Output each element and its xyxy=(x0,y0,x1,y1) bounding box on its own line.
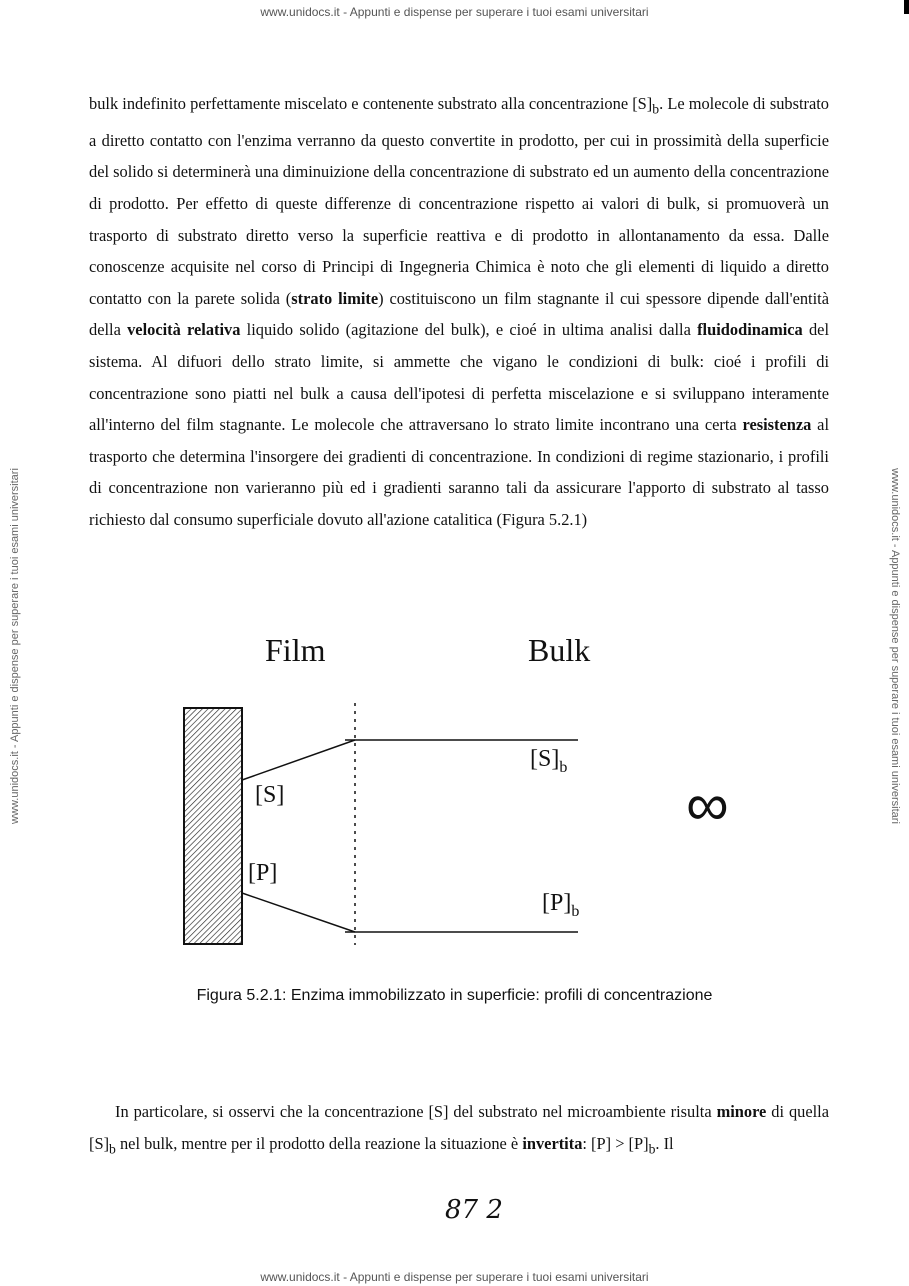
product-label: [P] xyxy=(248,860,278,886)
corner-mark xyxy=(904,0,909,14)
text-span: al trasporto che determina l'insorgere dei gradienti di concentrazione. In condizioni di regime stazionario, i profili di concentrazione non varieranno più ed i gradienti saranno tali da assicurare l'apporto di substrato al tasso richiesto dal consumo superficiale dovuto all'azione catalitica (Figura 5.2.1) xyxy=(89,415,830,529)
paragraph-conclusion xyxy=(89,1096,829,1164)
subscript: b xyxy=(652,101,660,117)
substrate-label: [S] xyxy=(255,782,285,808)
product-bulk-label xyxy=(542,890,579,921)
label-subscript: b xyxy=(571,902,580,920)
watermark-top: www.unidocs.it - Appunti e dispense per superare i tuoi esami universitari xyxy=(260,5,649,19)
page-number: 87 2 xyxy=(445,1195,503,1225)
bold-term: minore xyxy=(716,1102,767,1121)
text-span: di quella [S] xyxy=(89,1102,829,1153)
bold-term: fluidodinamica xyxy=(697,320,803,340)
label-main: [P] xyxy=(542,890,572,916)
subscript: b xyxy=(109,1140,116,1156)
text-span: . Il xyxy=(655,1133,674,1153)
text-span: liquido solido (agitazione del bulk), e cioé in ultima analisi dalla xyxy=(240,320,698,340)
text-span: ) costituiscono un film stagnante il cui spessore dipende dall'entità della xyxy=(89,288,829,340)
figure-caption: Figura 5.2.1: Enzima immobilizzato in superficie: profili di concentrazione xyxy=(196,987,713,1004)
watermark-right: www.unidocs.it - Appunti e dispense per superare i tuoi esami universitari xyxy=(889,468,901,824)
film-label: Film xyxy=(265,632,326,668)
text-span: . Le molecole di substrato a diretto contatto con l'enzima verranno da questo convertite in prodotto, per cui in prossimità della superficie del solido si determinerà una diminuizione della concentrazione di substrato ed un aumento della concentrazione di prodotto. Per effetto di queste differenze di concentrazione rispetto ai valori di bulk, si promuoverà un trasporto di substrato diretto verso la superficie reattiva e di prodotto in allontanamento da essa. Dalle conoscenze acquisite nel corso di Principi di Ingegneria Chimica è noto che gli elementi di liquido a diretto contatto con la parete solida ( xyxy=(89,94,829,308)
product-film-profile xyxy=(242,893,355,932)
bold-term: strato limite xyxy=(291,288,379,308)
watermark-left: www.unidocs.it - Appunti e dispense per superare i tuoi esami universitari xyxy=(9,468,21,824)
text-span: bulk indefinito perfettamente miscelato e contenente substrato alla concentrazione [S] xyxy=(89,94,653,113)
label-subscript: b xyxy=(559,758,568,776)
text-span: del sistema. Al difuori dello strato limite, si ammette che vigano le condizioni di bulk: cioé i profili di concentrazione sono piatti nel bulk a causa dell'ipotesi di perfetta miscelazione e si sviluppano interamente all'interno del film stagnante. Le molecole che attraversano lo strato limite incontrano una certa xyxy=(89,320,830,435)
text-span: : [P] > [P] xyxy=(582,1133,649,1153)
bold-term: invertita xyxy=(522,1133,583,1153)
text-span: nel bulk, mentre per il prodotto della reazione la situazione è xyxy=(115,1133,523,1153)
watermark-bottom: www.unidocs.it - Appunti e dispense per superare i tuoi esami universitari xyxy=(260,1270,649,1284)
infinity-symbol: ∞ xyxy=(686,770,729,840)
solid-wall xyxy=(184,708,242,944)
substrate-bulk-label xyxy=(530,746,567,777)
bulk-label: Bulk xyxy=(528,632,591,668)
bold-term: resistenza xyxy=(742,415,812,435)
paragraph-intro xyxy=(89,88,829,536)
substrate-film-profile xyxy=(242,740,355,780)
text-span: In particolare, si osservi che la concentrazione [S] del substrato nel microambiente risulta xyxy=(115,1102,717,1121)
label-main: [S] xyxy=(530,746,560,772)
subscript: b xyxy=(648,1140,656,1156)
bold-term: velocità relativa xyxy=(127,320,241,340)
